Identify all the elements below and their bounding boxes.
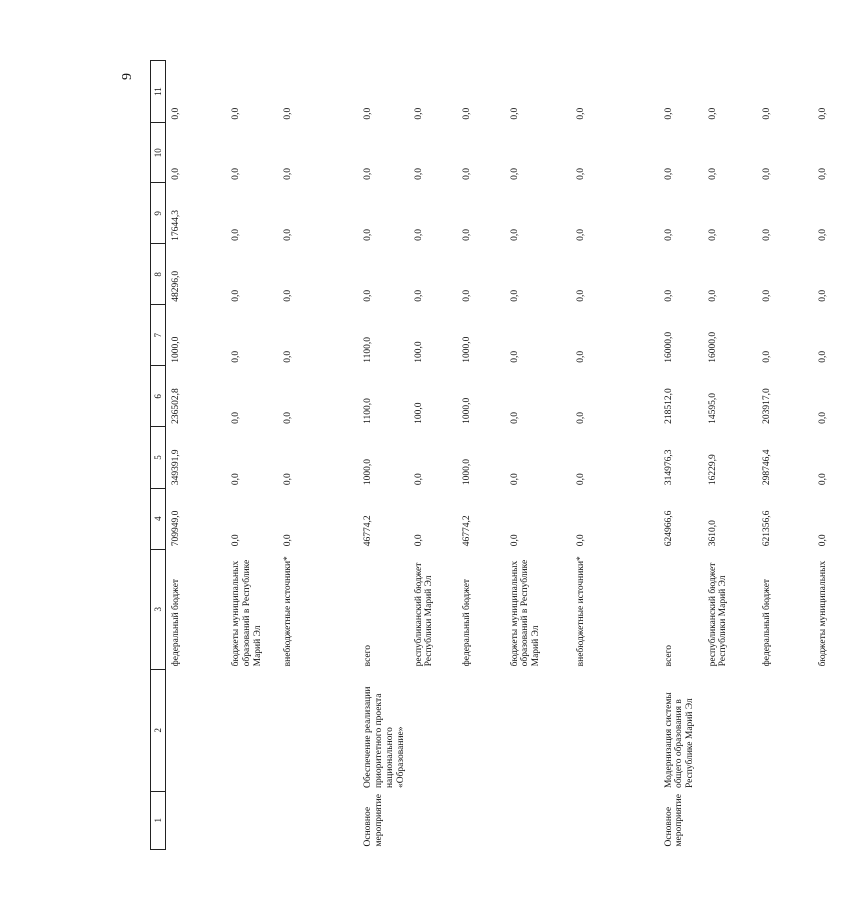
- value-cell: 218512,0: [663, 388, 674, 424]
- value-cell: 0,0: [761, 289, 772, 302]
- header-row: [151, 61, 166, 850]
- value-cell: 0,0: [761, 167, 772, 180]
- funding-source-cell: всего: [362, 644, 373, 667]
- value-cell: 0,0: [230, 534, 241, 547]
- funding-source-cell: федеральный бюджет: [761, 578, 772, 667]
- value-cell: 0,0: [575, 167, 586, 180]
- value-cell: 0,0: [663, 228, 674, 241]
- item-type-cell: [280, 791, 360, 849]
- value-cell: 48296,0: [171, 270, 182, 302]
- value-cell: 0,0: [171, 167, 182, 180]
- item-type-cell: [228, 791, 280, 849]
- header-cell: 2: [151, 669, 166, 791]
- value-cell: 0,0: [282, 107, 293, 120]
- value-cell: 0,0: [461, 167, 472, 180]
- value-cell: 0,0: [413, 228, 424, 241]
- value-cell: 0,0: [282, 473, 293, 486]
- value-cell: 1100,0: [362, 336, 373, 363]
- table-body: [151, 61, 855, 850]
- value-cell: 0,0: [509, 107, 520, 120]
- value-cell: 0,0: [707, 289, 718, 302]
- funding-source-cell: республиканский бюджет Республики Марий Эл: [707, 562, 729, 667]
- value-cell: 0,0: [575, 228, 586, 241]
- value-cell: 709949,0: [171, 510, 182, 547]
- value-cell: 0,0: [575, 473, 586, 486]
- page-number: 9: [120, 73, 135, 80]
- value-cell: 0,0: [282, 228, 293, 241]
- value-cell: 298746,4: [761, 449, 772, 486]
- value-cell: 0,0: [509, 228, 520, 241]
- value-cell: 0,0: [509, 534, 520, 547]
- value-cell: 1000,0: [362, 458, 373, 486]
- value-cell: 0,0: [282, 534, 293, 547]
- value-cell: 1000,0: [171, 336, 182, 363]
- item-type-cell: [759, 791, 815, 849]
- funding-source-cell: федеральный бюджет: [461, 578, 472, 667]
- value-cell: 0,0: [362, 289, 373, 302]
- value-cell: 236502,8: [171, 388, 182, 424]
- value-cell: 0,0: [817, 412, 828, 424]
- item-type-cell: [411, 791, 459, 849]
- value-cell: 0,0: [282, 167, 293, 180]
- item-type-cell: [705, 791, 759, 849]
- value-cell: 16229,9: [707, 454, 718, 486]
- table-row: [661, 61, 705, 850]
- value-cell: 0,0: [575, 412, 586, 424]
- value-cell: 0,0: [575, 289, 586, 302]
- value-cell: 0,0: [413, 167, 424, 180]
- table-row: [166, 61, 228, 850]
- funding-table: [150, 60, 855, 850]
- header-cell: 10: [151, 123, 166, 183]
- value-cell: 0,0: [663, 289, 674, 302]
- header-cell: 1: [151, 791, 166, 849]
- table-row: [507, 61, 573, 850]
- value-cell: 1100,0: [362, 398, 373, 424]
- item-name-cell: [507, 669, 573, 791]
- value-cell: 100,0: [413, 341, 424, 363]
- value-cell: 0,0: [575, 107, 586, 120]
- table-row: [573, 61, 661, 850]
- value-cell: 0,0: [817, 289, 828, 302]
- item-name-cell: [573, 669, 661, 791]
- value-cell: 0,0: [230, 107, 241, 120]
- item-name-cell: [815, 669, 855, 791]
- value-cell: 0,0: [817, 534, 828, 547]
- header-cell: 3: [151, 549, 166, 669]
- value-cell: 17644,3: [171, 209, 182, 241]
- table-row: [815, 61, 855, 850]
- value-cell: 621356,6: [761, 510, 772, 547]
- table-row: [280, 61, 360, 850]
- header-cell: 8: [151, 244, 166, 305]
- header-cell: 4: [151, 488, 166, 549]
- value-cell: 0,0: [362, 228, 373, 241]
- funding-source-cell: бюджеты муниципальных образований в Республике Марий Эл: [230, 559, 263, 667]
- item-type-cell: [507, 791, 573, 849]
- value-cell: 0,0: [282, 289, 293, 302]
- item-name-cell: Обеспечение реализации приоритетного проекта национального «Образование»: [362, 686, 406, 789]
- item-name-cell: [705, 669, 759, 791]
- funding-source-cell: внебюджетные источники*: [282, 556, 293, 667]
- value-cell: 0,0: [509, 167, 520, 180]
- table-row: [759, 61, 815, 850]
- value-cell: 0,0: [761, 107, 772, 120]
- rotated-table-sheet: [120, 60, 828, 850]
- funding-source-cell: бюджеты муниципальных образований в Республике Марий Эл: [509, 559, 542, 667]
- value-cell: 1000,0: [461, 458, 472, 486]
- value-cell: 0,0: [509, 350, 520, 363]
- item-name-cell: [228, 669, 280, 791]
- value-cell: 349391,9: [171, 449, 182, 486]
- value-cell: 0,0: [817, 167, 828, 180]
- value-cell: 0,0: [230, 412, 241, 424]
- header-cell: 11: [151, 61, 166, 123]
- value-cell: 0,0: [282, 350, 293, 363]
- value-cell: 0,0: [707, 107, 718, 120]
- table-row: [705, 61, 759, 850]
- funding-source-cell: внебюджетные источники*: [575, 556, 586, 667]
- value-cell: 46774,2: [362, 515, 373, 547]
- value-cell: 0,0: [707, 228, 718, 241]
- value-cell: 0,0: [230, 473, 241, 486]
- item-name-cell: [280, 669, 360, 791]
- value-cell: 0,0: [761, 350, 772, 363]
- value-cell: 1000,0: [461, 336, 472, 363]
- value-cell: 203917,0: [761, 388, 772, 424]
- item-name-cell: [166, 669, 228, 791]
- value-cell: 0,0: [761, 228, 772, 241]
- item-name-cell: [459, 669, 507, 791]
- header-cell: 5: [151, 427, 166, 488]
- value-cell: 0,0: [663, 107, 674, 120]
- value-cell: 3610,0: [707, 520, 718, 547]
- value-cell: 0,0: [413, 534, 424, 547]
- value-cell: 0,0: [817, 473, 828, 486]
- item-type-cell: Основное мероприятие: [663, 794, 685, 847]
- item-name-cell: Модернизация системы общего образования в Республике Марий Эл: [663, 692, 696, 789]
- header-cell: 9: [151, 183, 166, 244]
- value-cell: 0,0: [282, 412, 293, 424]
- funding-source-cell: республиканский бюджет Республики Марий Эл: [413, 562, 435, 667]
- value-cell: 0,0: [413, 107, 424, 120]
- header-cell: 6: [151, 366, 166, 427]
- item-type-cell: [815, 791, 855, 849]
- value-cell: 14595,0: [707, 393, 718, 424]
- item-type-cell: [573, 791, 661, 849]
- value-cell: 0,0: [509, 289, 520, 302]
- value-cell: 0,0: [230, 289, 241, 302]
- value-cell: 1000,0: [461, 397, 472, 424]
- value-cell: 16000,0: [663, 331, 674, 363]
- value-cell: 0,0: [461, 289, 472, 302]
- item-name-cell: [411, 669, 459, 791]
- value-cell: 624966,6: [663, 510, 674, 547]
- value-cell: 0,0: [817, 107, 828, 120]
- value-cell: 46774,2: [461, 515, 472, 547]
- item-type-cell: [166, 791, 228, 849]
- value-cell: 0,0: [461, 228, 472, 241]
- funding-source-cell: федеральный бюджет: [171, 578, 182, 667]
- value-cell: 0,0: [230, 228, 241, 241]
- value-cell: 0,0: [230, 350, 241, 363]
- item-type-cell: Основное мероприятие: [362, 794, 384, 847]
- value-cell: 0,0: [817, 228, 828, 241]
- value-cell: 0,0: [509, 412, 520, 424]
- value-cell: 0,0: [817, 350, 828, 363]
- table-row: [459, 61, 507, 850]
- value-cell: 0,0: [171, 107, 182, 120]
- item-name-cell: [759, 669, 815, 791]
- value-cell: 0,0: [413, 473, 424, 486]
- value-cell: 0,0: [413, 289, 424, 302]
- value-cell: 0,0: [663, 167, 674, 180]
- header-cell: 7: [151, 305, 166, 366]
- funding-source-cell: бюджеты муниципальных: [817, 560, 828, 667]
- value-cell: 0,0: [362, 167, 373, 180]
- table-row: [360, 61, 411, 850]
- item-type-cell: [459, 791, 507, 849]
- value-cell: 0,0: [230, 167, 241, 180]
- value-cell: 0,0: [461, 107, 472, 120]
- table-row: [228, 61, 280, 850]
- value-cell: 0,0: [707, 167, 718, 180]
- table-row: [411, 61, 459, 850]
- value-cell: 0,0: [575, 534, 586, 547]
- value-cell: 0,0: [509, 473, 520, 486]
- value-cell: 100,0: [413, 402, 424, 424]
- value-cell: 16000,0: [707, 331, 718, 363]
- funding-source-cell: всего: [663, 644, 674, 667]
- value-cell: 0,0: [575, 350, 586, 363]
- value-cell: 314976,3: [663, 449, 674, 486]
- value-cell: 0,0: [362, 107, 373, 120]
